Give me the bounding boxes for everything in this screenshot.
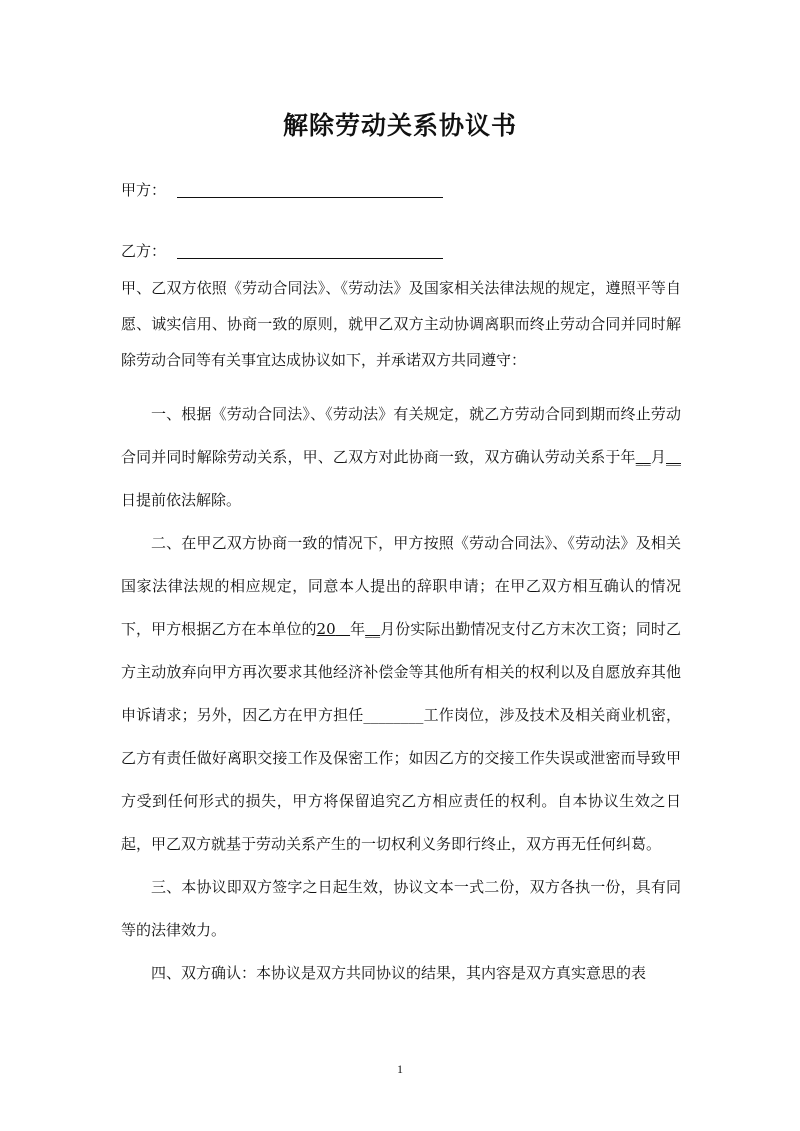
clause-1-month: 月 (650, 448, 666, 466)
clause-2-month-blank: __ (365, 620, 381, 638)
clause-1-text: 一、根据《劳动合同法》、《劳动法》有关规定，就乙方劳动合同到期而终止劳动合同并同时解除劳动关系，甲、乙双方对此协商一致，双方确认劳动关系于年 (121, 405, 681, 466)
preamble-paragraph: 甲、乙双方依照《劳动合同法》、《劳动法》及国家相关法律法规的规定，遵照平等自愿、诚实信用、协商一致的原则，就甲乙双方主动协调离职而终止劳动合同并同时解除劳动合同等有关事宜达成协议如下，并承诺双方共同遵守： (121, 279, 681, 369)
clause-2-part1: 二、在甲乙双方协商一致的情况下，甲方按照《劳动合同法》、《劳动法》及相关国家法律法规的相应规定，同意本人提出的辞职申请；在甲乙双方相互确认的情况下，甲方根据乙方在本单位的 (121, 534, 681, 638)
party-b-label: 乙方： (121, 242, 167, 260)
clause-1-end: 日提前依法解除。 (121, 491, 242, 509)
clause-2-year-prefix: 20 (316, 620, 336, 638)
clause-2-year: 年 (350, 620, 366, 638)
clause-1 (121, 393, 681, 522)
clause-2-position-blank: ________ (363, 706, 424, 724)
page-number: 1 (397, 1062, 403, 1076)
clause-3: 三、本协议即双方签字之日起生效，协议文本一式二份，双方各执一份，具有同等的法律效力。 (121, 878, 681, 939)
clause-2-part3: 工作岗位，涉及技术及相关商业机密，乙方有责任做好离职交接工作及保密工作；如因乙方的交接工作失误或泄密而导致甲方受到任何形式的损失，甲方将保留追究乙方相应责任的权利。自本协议生效之日起，甲乙双方就基于劳动关系产生的一切权利义务即行终止，双方再无任何纠葛。 (121, 706, 681, 853)
clause-1-day-blank: __ (665, 448, 681, 466)
clause-1-month-blank: __ (635, 448, 651, 466)
party-a-blank (177, 197, 443, 198)
party-b-line (121, 240, 166, 262)
party-b-blank (177, 258, 443, 259)
party-a-line (121, 179, 166, 201)
document-title: 解除劳动关系协议书 (282, 111, 517, 140)
clause-2-year-blank (336, 620, 350, 638)
clause-4: 四、双方确认：本协议是双方共同协议的结果，其内容是双方真实意思的表 (151, 964, 647, 982)
clause-2 (121, 522, 681, 866)
clauses (121, 393, 681, 995)
party-a-label: 甲方： (121, 181, 167, 199)
clause-2-part2: 月份实际出勤情况支付乙方末次工资；同时乙方主动放弃向甲方再次要求其他经济补偿金等其他所有相关的权利以及自愿放弃其他申诉请求；另外，因乙方在甲方担任 (121, 620, 681, 724)
clause-2-year-field (317, 620, 351, 638)
